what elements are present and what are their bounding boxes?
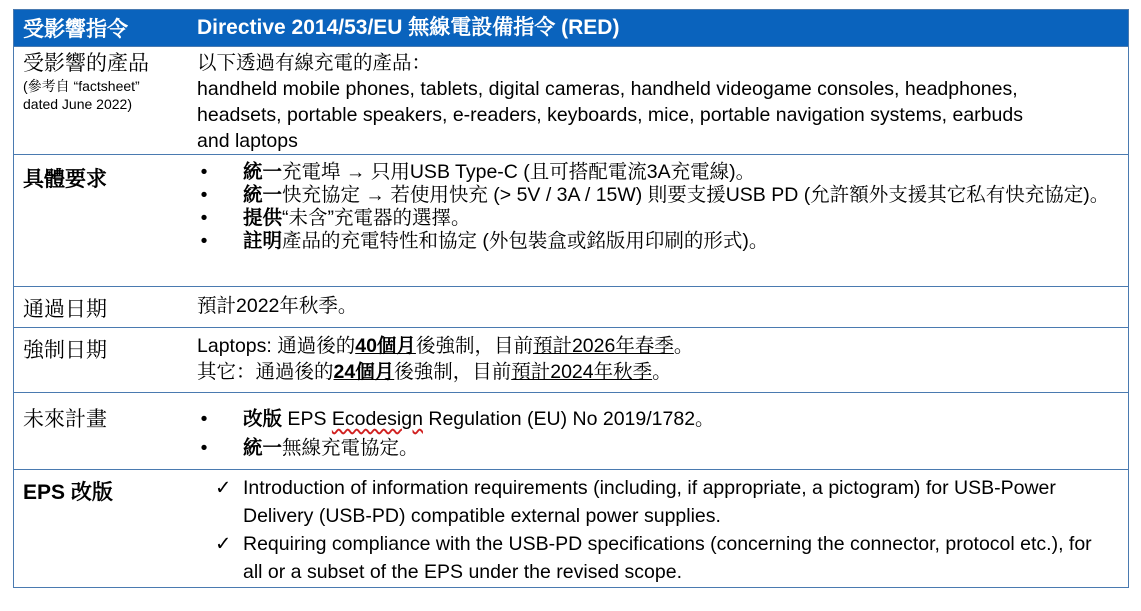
bullet-icon: • <box>200 230 208 252</box>
eps-list <box>197 474 1098 586</box>
products-list: handheld mobile phones, tablets, digital cameras, handheld videogame consoles, headphones, headsets, portable speakers, e-readers, keyboards, mice, portable navigation systems, earbuds and laptops <box>197 78 1023 152</box>
checkmark-icon: ✓ <box>215 477 232 499</box>
row-adoption <box>14 286 1128 327</box>
list-item: ✓ Requiring compliance with the USB-PD specifications (concerning the connector, protocol etc.), for all or a subset of the EPS under the revised scope. <box>197 530 1098 586</box>
list-item: • 統一無線充電協定。 <box>197 434 1128 463</box>
list-item: • 提供“未含”充電器的選擇。 <box>197 207 1118 230</box>
directive-table <box>13 9 1129 588</box>
enforcement-line-laptops: Laptops: 通過後的40個月後強制，目前預計2026年春季。 <box>197 335 694 357</box>
row-enforcement <box>14 327 1128 392</box>
enforcement-label: 強制日期 <box>23 339 107 362</box>
products-note-1: (參考自 “factsheet” <box>23 78 140 94</box>
adoption-label: 通過日期 <box>23 298 107 321</box>
adoption-text: 預計2022年秋季。 <box>197 295 358 317</box>
row-eps <box>14 469 1128 587</box>
future-label: 未來計畫 <box>23 408 107 431</box>
bullet-icon: • <box>200 408 208 430</box>
future-list <box>197 405 1128 463</box>
table-header-row <box>14 10 1128 46</box>
products-note-2: dated June 2022) <box>23 96 132 112</box>
header-label: 受影響指令 <box>23 18 128 41</box>
row-future <box>14 392 1128 469</box>
list-item: • 統一快充協定 → 若使用快充 (> 5V / 3A / 15W) 則要支援USB PD (允許額外支援其它私有快充協定)。 <box>197 184 1118 207</box>
bullet-icon: • <box>200 161 208 183</box>
enforcement-line-others: 其它：通過後的24個月後強制，目前預計2024年秋季。 <box>197 361 672 383</box>
checkmark-icon: ✓ <box>215 533 232 555</box>
header-title: Directive 2014/53/EU 無線電設備指令 (RED) <box>197 16 620 39</box>
list-item: • 統一充電埠 → 只用USB Type-C (且可搭配電流3A充電線)。 <box>197 161 1118 184</box>
bullet-icon: • <box>200 437 208 459</box>
list-item: • 註明產品的充電特性和協定 (外包裝盒或銘版用印刷的形式)。 <box>197 230 1118 253</box>
row-products <box>14 46 1128 154</box>
list-item: • 改版 EPS Ecodesign Regulation (EU) No 2019/1782。 <box>197 405 1128 434</box>
eps-label: EPS 改版 <box>23 481 113 504</box>
row-requirements <box>14 154 1128 286</box>
bullet-icon: • <box>200 207 208 229</box>
products-label: 受影響的產品 <box>23 52 149 75</box>
requirements-label: 具體要求 <box>23 168 107 191</box>
bullet-icon: • <box>200 184 208 206</box>
products-intro: 以下透過有線充電的產品： <box>197 52 432 74</box>
list-item: ✓ Introduction of information requirements (including, if appropriate, a pictogram) for USB-Power Delivery (USB-PD) compatible external power supplies. <box>197 474 1098 530</box>
requirements-list <box>197 161 1118 253</box>
